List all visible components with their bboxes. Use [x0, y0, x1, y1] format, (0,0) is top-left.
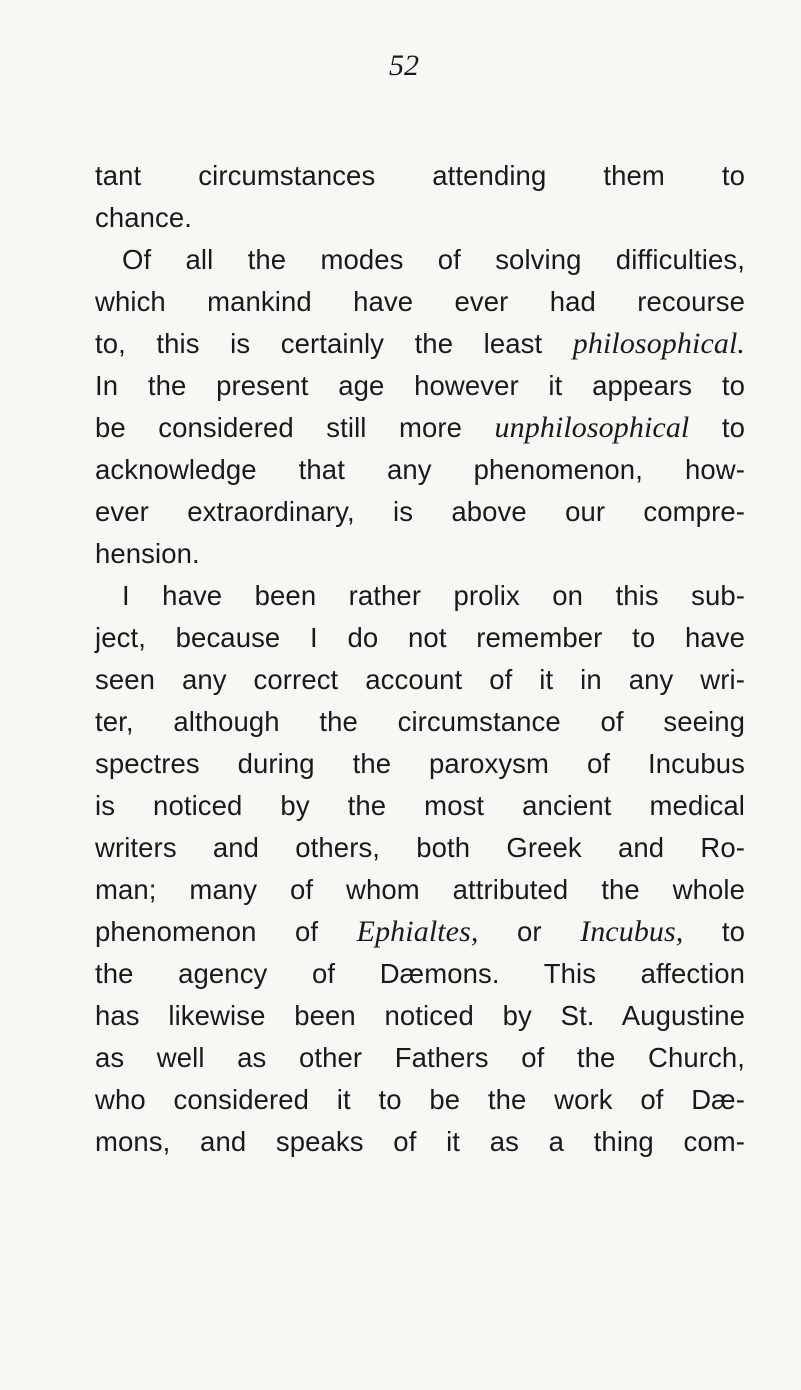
text-line-12: [95, 618, 745, 658]
text-segment: hension.: [95, 538, 200, 569]
text-segment: who considered it to be the work of Dæ-: [95, 1084, 745, 1115]
text-segment: phenomenon of: [95, 916, 357, 947]
text-line-13: [95, 660, 745, 700]
italic-segment: Ephialtes,: [356, 915, 479, 948]
page-number: 52: [389, 49, 419, 82]
text-segment: ject, because I do not remember to have: [95, 622, 745, 653]
text-line-17: [95, 828, 745, 868]
text-line-16: [95, 786, 745, 826]
text-segment: Of all the modes of solving difficulties,: [122, 244, 745, 275]
text-line-22: [95, 1038, 745, 1078]
text-segment: writers and others, both Greek and Ro-: [95, 832, 745, 863]
text-segment: as well as other Fathers of the Church,: [95, 1042, 745, 1073]
text-segment: tant circumstances attending them to: [95, 160, 745, 191]
text-segment: mons, and speaks of it as a thing com-: [95, 1126, 745, 1157]
text-segment: is noticed by the most ancient medical: [95, 790, 745, 821]
text-segment: seen any correct account of it in any wri-: [95, 664, 745, 695]
text-line-8: [95, 450, 745, 490]
text-line-20: [95, 954, 745, 994]
text-segment: In the present age however it appears to: [95, 370, 745, 401]
italic-segment: Incubus,: [580, 915, 684, 948]
text-segment: chance.: [95, 202, 193, 233]
text-segment: ever extraordinary, is above our compre-: [95, 496, 745, 527]
text-segment: to: [683, 916, 746, 947]
text-line-2: [95, 198, 745, 238]
text-line-5: [95, 324, 745, 364]
text-line-21: [95, 996, 745, 1036]
text-segment: ter, although the circumstance of seeing: [95, 706, 745, 737]
text-line-19: [95, 912, 745, 952]
text-line-24: [95, 1122, 745, 1162]
text-line-1: [95, 156, 745, 196]
text-line-9: [95, 492, 745, 532]
text-segment: or: [478, 916, 581, 947]
text-segment: acknowledge that any phenomenon, how-: [95, 454, 745, 485]
text-line-10: [95, 534, 745, 574]
text-line-23: [95, 1080, 745, 1120]
text-line-4: [95, 282, 745, 322]
text-line-14: [95, 702, 745, 742]
text-line-11: [122, 576, 745, 616]
text-segment: has likewise been noticed by St. Augustine: [95, 1000, 745, 1031]
text-segment: to, this is certainly the least: [95, 328, 573, 359]
text-line-3: [122, 240, 745, 280]
text-segment: man; many of whom attributed the whole: [95, 874, 745, 905]
text-segment: to: [689, 412, 745, 443]
text-line-15: [95, 744, 745, 784]
text-segment: I have been rather prolix on this sub-: [122, 580, 745, 611]
italic-segment: philosophical.: [572, 327, 745, 360]
text-line-6: [95, 366, 745, 406]
text-line-7: [95, 408, 745, 448]
text-segment: the agency of Dæmons. This affection: [95, 958, 745, 989]
italic-segment: unphilosophical: [494, 411, 690, 444]
text-segment: be considered still more: [95, 412, 495, 443]
text-segment: spectres during the paroxysm of Incubus: [95, 748, 745, 779]
text-segment: which mankind have ever had recourse: [95, 286, 745, 317]
text-line-18: [95, 870, 745, 910]
